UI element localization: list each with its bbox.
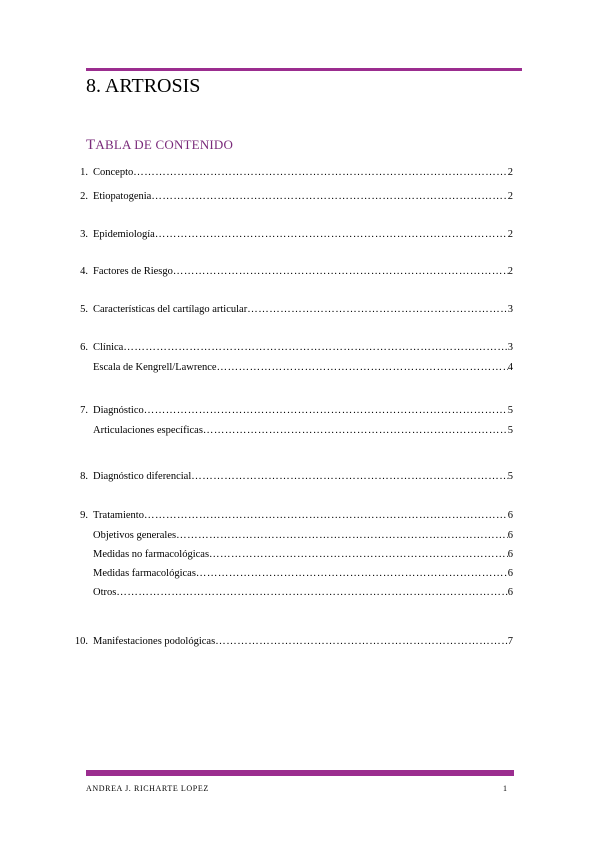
toc-entry-page: 6 xyxy=(507,549,513,560)
toc-entry-label: Epidemiología xyxy=(93,229,155,240)
footer-author: ANDREA J. RICHARTE LOPEZ xyxy=(86,784,209,793)
toc-leader-dots xyxy=(217,361,508,375)
toc-entry-label: Etiopatogenia xyxy=(93,191,152,202)
toc-heading-initial: T xyxy=(86,137,96,153)
toc-leader-dots xyxy=(123,341,507,355)
toc-entry-label: Otros xyxy=(93,587,117,598)
chapter-title: 8. ARTROSIS xyxy=(86,75,201,97)
toc-entry[interactable] xyxy=(93,529,513,543)
toc-entry-page: 5 xyxy=(507,471,513,482)
toc-heading-rest: DE CONTENIDO xyxy=(130,137,234,152)
toc-entry[interactable] xyxy=(93,166,513,180)
toc-entry-label: Concepto xyxy=(93,167,134,178)
toc-entry-number: 9. xyxy=(80,510,88,521)
toc-entry[interactable] xyxy=(93,303,513,317)
toc-entry-page: 6 xyxy=(507,510,513,521)
toc-leader-dots xyxy=(247,303,508,317)
toc-entry-number: 8. xyxy=(80,471,88,482)
toc-entry[interactable] xyxy=(93,265,513,279)
toc-entry-page: 5 xyxy=(507,405,513,416)
toc-heading xyxy=(86,137,233,153)
toc-entry-label: Diagnóstico diferencial xyxy=(93,471,192,482)
toc-entry-number: 3. xyxy=(80,229,88,240)
toc-entry-page: 2 xyxy=(507,167,513,178)
toc-entry-page: 2 xyxy=(507,191,513,202)
toc-leader-dots xyxy=(209,548,508,562)
toc-leader-dots xyxy=(215,635,508,649)
toc-leader-dots xyxy=(191,470,507,484)
toc-entry-number: 2. xyxy=(80,191,88,202)
toc-entry-number: 1. xyxy=(80,167,88,178)
toc-entry-number: 7. xyxy=(80,405,88,416)
toc-entry-page: 4 xyxy=(507,362,513,373)
toc-entry-number: 6. xyxy=(80,342,88,353)
toc-entry[interactable] xyxy=(93,567,513,581)
toc-entry-page: 2 xyxy=(507,266,513,277)
toc-leader-dots xyxy=(151,190,507,204)
toc-entry-page: 6 xyxy=(507,568,513,579)
toc-entry-page: 3 xyxy=(507,304,513,315)
top-rule xyxy=(86,68,522,71)
toc-entry[interactable] xyxy=(93,470,513,484)
toc-leader-dots xyxy=(155,228,508,242)
toc-entry-label: Objetivos generales xyxy=(93,530,177,541)
footer-page-number: 1 xyxy=(503,784,507,793)
toc-entry-label: Clínica xyxy=(93,342,124,353)
toc-entry[interactable] xyxy=(93,228,513,242)
toc-entry[interactable] xyxy=(93,548,513,562)
toc-entry[interactable] xyxy=(93,361,513,375)
toc-entry-page: 6 xyxy=(507,530,513,541)
toc-entry-label: Articulaciones específicas xyxy=(93,425,203,436)
toc-entry-page: 5 xyxy=(507,425,513,436)
toc-entry[interactable] xyxy=(93,586,513,600)
toc-entry-page: 3 xyxy=(507,342,513,353)
toc-entry-label: Diagnóstico xyxy=(93,405,144,416)
toc-leader-dots xyxy=(116,586,507,600)
toc-entry-label: Factores de Riesgo xyxy=(93,266,173,277)
toc-entry-label: Escala de Kengrell/Lawrence xyxy=(93,362,217,373)
toc-entry[interactable] xyxy=(93,635,513,649)
toc-leader-dots xyxy=(144,509,508,523)
toc-leader-dots xyxy=(196,567,508,581)
toc-entry[interactable] xyxy=(93,424,513,438)
toc-entry-number: 5. xyxy=(80,304,88,315)
toc-leader-dots xyxy=(176,529,508,543)
toc-leader-dots xyxy=(144,404,508,418)
toc-leader-dots xyxy=(133,166,508,180)
toc-entry-number: 10. xyxy=(74,636,88,647)
toc-entry[interactable] xyxy=(93,404,513,418)
toc-entry[interactable] xyxy=(93,509,513,523)
toc-heading-word1: ABLA xyxy=(95,137,131,152)
toc-leader-dots xyxy=(203,424,508,438)
toc-entry-number: 4. xyxy=(80,266,88,277)
toc-entry-label: Manifestaciones podológicas xyxy=(93,636,216,647)
footer-rule xyxy=(86,770,514,776)
toc-entry-page: 7 xyxy=(507,636,513,647)
toc-entry[interactable] xyxy=(93,341,513,355)
toc-entry-label: Características del cartílago articular xyxy=(93,304,248,315)
toc-entry-page: 2 xyxy=(507,229,513,240)
toc-entry-label: Tratamiento xyxy=(93,510,144,521)
toc-entry-label: Medidas no farmacológicas xyxy=(93,549,210,560)
toc-leader-dots xyxy=(173,265,508,279)
toc-entry-page: 6 xyxy=(507,587,513,598)
toc-entry-label: Medidas farmacológicas xyxy=(93,568,196,579)
toc-entry[interactable] xyxy=(93,190,513,204)
